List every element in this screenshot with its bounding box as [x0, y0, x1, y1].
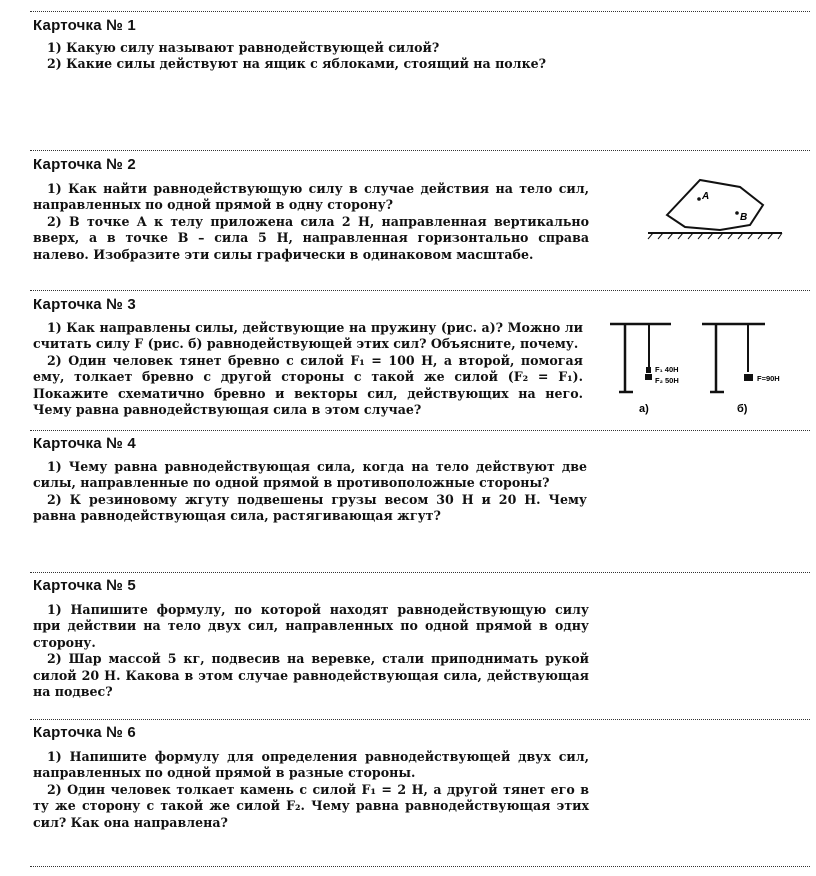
point-a-label: A [702, 191, 710, 202]
card-1-question-2: 2) Какие силы действуют на ящик с яблоками, стоящий на полке? [47, 56, 547, 72]
card-2-text [33, 181, 589, 263]
separator [30, 866, 810, 867]
separator [30, 11, 810, 12]
card-6-text [33, 749, 589, 831]
card-5-question-1: 1) Напишите формулу, по которой находят равнодействующую силу при действии на тело двух сил, направленных по одной прямой в одну сторону. [33, 602, 589, 650]
separator [30, 150, 810, 151]
card-4-question-1: 1) Чему равна равнодействующая сила, когда на тело действуют две силы, направленные по одной прямой в противоположные стороны? [33, 459, 587, 491]
card-3-figure [605, 312, 815, 420]
card-2-question-2: 2) В точке A к телу приложена сила 2 Н, направленная вертикально вверх, а в точке B – сила 5 Н, направленная горизонтально справа налево. Изобразите эти силы графически в одинаковом масштабе. [33, 213, 589, 262]
card-6-question-1: 1) Напишите формулу для определения равнодействующей двух сил, направленных по одной прямой в разные стороны. [33, 749, 589, 781]
card-2-figure [645, 175, 785, 245]
separator [30, 290, 810, 291]
card-3-title: Карточка № 3 [33, 296, 136, 313]
card-4-text [33, 459, 587, 525]
point-b-label: B [740, 212, 748, 223]
force-f2-label: F₂ 50Н [655, 376, 679, 385]
card-6-question-2: 2) Один человек толкает камень с силой F₁ = 2 Н, а другой тянет его в ту же сторону с такой же силой F₂. Чему равна равнодействующая этих сил? Как она направлена? [33, 781, 589, 830]
card-3-question-2: 2) Один человек тянет бревно с силой F₁ = 100 Н, а второй, помогая ему, толкает бревно с другой стороны с такой же силой (F₂ = F₁). Покажите схематично бревно и векторы сил, действующих на него. Чему равна равнодействующая сила в этом случае? [33, 352, 583, 418]
card-1-text [33, 40, 593, 73]
separator [30, 572, 810, 573]
card-5-question-2: 2) Шар массой 5 кг, подвесив на веревке, стали приподнимать рукой силой 20 Н. Какова в этом случае равнодействующая сила, действующая на подвес? [33, 651, 589, 700]
card-5-text [33, 602, 589, 700]
card-2-question-1: 1) Как найти равнодействующую силу в случае действия на тело сил, направленных по одной прямой в одну сторону? [33, 181, 589, 213]
card-6-title: Карточка № 6 [33, 724, 136, 741]
separator [30, 430, 810, 431]
spring-diagrams [605, 312, 815, 420]
card-4-title: Карточка № 4 [33, 435, 136, 452]
card-2-title: Карточка № 2 [33, 156, 136, 173]
body-shape [667, 180, 763, 230]
figure-b-label: б) [737, 403, 748, 415]
force-f1-label: F₁ 40Н [655, 365, 679, 374]
stand-a [610, 324, 679, 415]
separator [30, 719, 810, 720]
point-a-dot [697, 197, 701, 201]
tilted-box-diagram [645, 175, 785, 245]
card-5-title: Карточка № 5 [33, 577, 136, 594]
card-3-text [33, 320, 583, 418]
figure-a-label: а) [639, 403, 649, 415]
stand-b [702, 324, 780, 415]
point-b-dot [735, 211, 739, 215]
force-f-label: F=90Н [757, 374, 780, 383]
card-4-question-2: 2) К резиновому жгуту подвешены грузы весом 30 Н и 20 Н. Чему равна равнодействующая сила, растягивающая жгут? [33, 491, 587, 524]
card-1-title: Карточка № 1 [33, 17, 136, 34]
card-1-question-1: 1) Какую силу называют равнодействующей силой? [47, 40, 440, 55]
card-3-question-1: 1) Как направлены силы, действующие на пружину (рис. а)? Можно ли считать силу F (рис. б) равнодействующей этих сил? Объясните, почему. [33, 320, 583, 352]
